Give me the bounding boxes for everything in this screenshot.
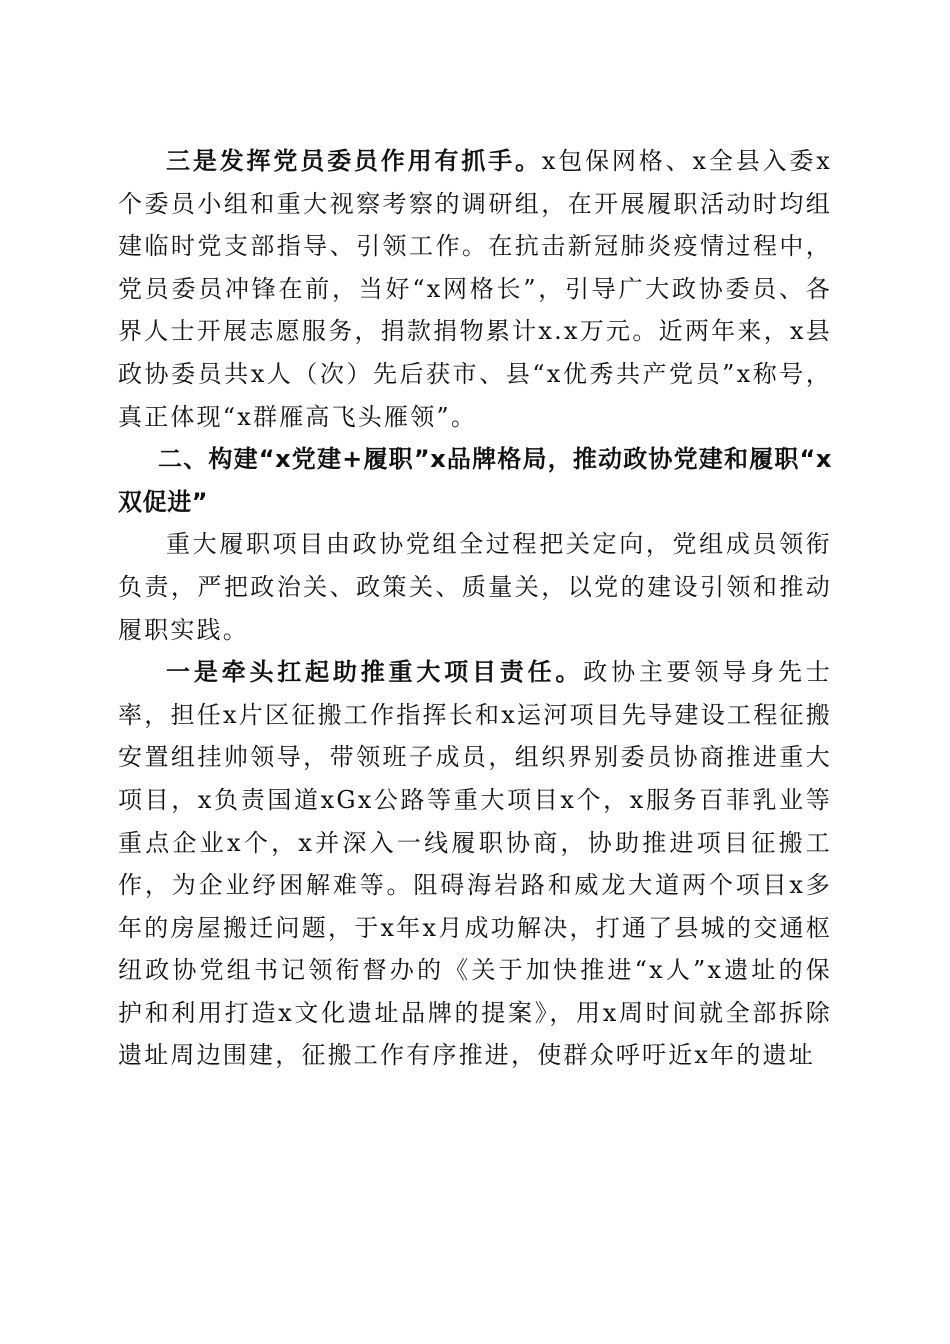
- paragraph-lead-bold: 三是发挥党员委员作用有抓手。: [166, 146, 542, 175]
- paragraph-party-members-role: [118, 140, 832, 438]
- document-body: [118, 140, 832, 1077]
- paragraph-lead-bold: 一是牵头扛起助推重大项目责任。: [166, 657, 584, 687]
- paragraph-text: 政协主要领导身先士率，担任x片区征搬工作指挥长和x运河项目先导建设工程征搬安置组挂帅领导，带领班子成员，组织界别委员协商推进重大项目，x负责国道xGx公路等重大项目x个，x服务百菲乳业等重点企业x个，x并深入一线履职协商，协助推进项目征搬工作，为企业纾困解难等。阻碍海岩路和威龙大道两个项目x多年的房屋搬迁问题，于x年x月成功解决，打通了县城的交通枢纽政协党组书记领衔督办的《关于加快推进“x人”x遗址的保护和利用打造x文化遗址品牌的提案》，用x周时间就全部拆除遗址周边围建，征搬工作有序推进，使群众呼吁近x年的遗址: [118, 658, 832, 1070]
- paragraph-text: x包保网格、x全县入委x个委员小组和重大视察考察的调研组，在开展履职活动时均组建临时党支部指导、引领工作。在抗击新冠肺炎疫情过程中，党员委员冲锋在前，当好“x网格长”，引导广大政协委员、各界人士开展志愿服务，捐款捐物累计x.x万元。近两年来，x县政协委员共x人（次）先后获市、县“x优秀共产党员”x称号，真正体现“x群雁高飞头雁领”。: [118, 147, 832, 431]
- section-heading: 二、构建“x党建+履职”x品牌格局，推动政协党建和履职“x双促进”: [118, 445, 832, 516]
- paragraph-project-responsibility: [118, 651, 832, 1077]
- paragraph-major-projects: 重大履职项目由政协党组全过程把关定向，党组成员领衔负责，严把政治关、政策关、质量关，以党的建设引领和推动履职实践。: [118, 530, 832, 644]
